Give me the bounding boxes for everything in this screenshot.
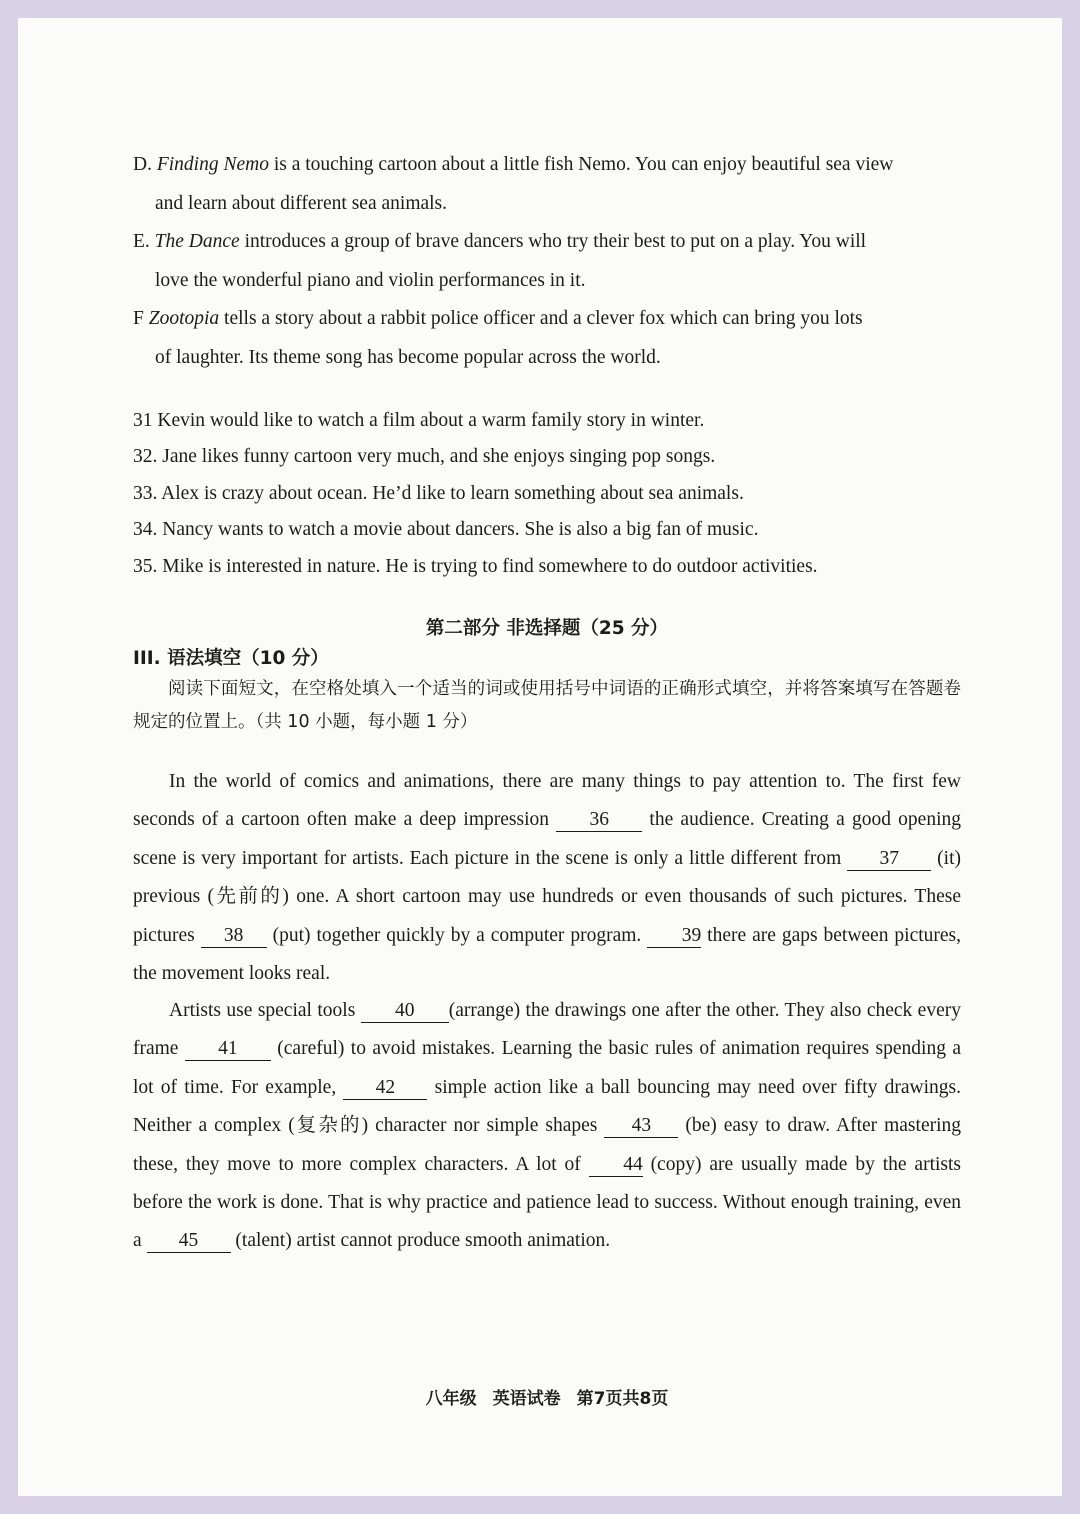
passage-paragraph-1: In the world of comics and animations, there are many things to pay attention to. The first few seconds of a cartoon often make a deep impression 36 the audience. Creating a good opening scene is very important for artists. Each picture in the scene is only a little different from 37 (it) previous (先前的) one. A short cartoon may use hundreds or even thousands of such pictures. These pictures 38 (put) together quickly by a computer program. 39 there are gaps between pictures, the movement looks real. [133, 771, 962, 985]
footer-page-number: 第7页共8页 [576, 1389, 669, 1409]
option-e: E. The Dance introduces a group of brave dancers who try their best to put on a play. You will love the wonderful piano and violin performances in it. [133, 231, 867, 291]
option-title: Zootopia [148, 308, 220, 329]
blank-39[interactable]: 39 [647, 925, 701, 948]
blank-43[interactable]: 43 [604, 1115, 678, 1138]
option-f: F Zootopia tells a story about a rabbit police officer and a clever fox which can bring you lots of laughter. Its theme song has become popular across the world. [133, 308, 863, 368]
question-35: 35. Mike is interested in nature. He is trying to find somewhere to do outdoor activities. [133, 556, 818, 577]
blank-41[interactable]: 41 [185, 1038, 271, 1061]
blank-45[interactable]: 45 [147, 1230, 231, 1253]
blank-38[interactable]: 38 [201, 925, 267, 948]
footer-grade: 八年级 [425, 1389, 477, 1409]
question-32: 32. Jane likes funny cartoon very much, and she enjoys singing pop songs. [133, 446, 716, 467]
exam-page [18, 18, 1062, 1496]
page-footer [133, 1384, 961, 1409]
option-title: Finding Nemo [156, 154, 269, 175]
question-33: 33. Alex is crazy about ocean. He’d like to learn something about sea animals. [133, 483, 744, 504]
blank-42[interactable]: 42 [343, 1077, 427, 1100]
option-title: The Dance [154, 231, 240, 252]
question-34: 34. Nancy wants to watch a movie about dancers. She is also a big fan of music. [133, 519, 759, 540]
blank-37[interactable]: 37 [847, 848, 931, 871]
option-d: D. Finding Nemo is a touching cartoon about a little fish Nemo. You can enjoy beautiful sea view and learn about different sea animals. [133, 154, 894, 214]
blank-40[interactable]: 40 [361, 1000, 449, 1023]
passage-paragraph-2: Artists use special tools 40 (arrange) the drawings one after the other. They also check every frame 41 (careful) to avoid mistakes. Learning the basic rules of animation requires spending a lot of time. For example, 42 simple action like a ball bouncing may need over fifty drawings. Neither a complex (复杂的) character nor simple shapes 43 (be) easy to draw. After mastering these, they move to more complex characters. A lot of 44 (copy) are usually made by the artists before the work is done. That is why practice and patience lead to success. Without enough training, even a 45 (talent) artist cannot produce smooth animation. [133, 1000, 962, 1252]
section-title: III. 语法填空（10 分） [133, 648, 329, 669]
blank-36[interactable]: 36 [556, 809, 642, 832]
part-title: 第二部分 非选择题（25 分） [425, 618, 669, 639]
footer-subject: 英语试卷 [492, 1389, 561, 1409]
question-31: 31 Kevin would like to watch a film about a warm family story in winter. [133, 410, 705, 431]
instructions: 阅读下面短文，在空格处填入一个适当的词或使用括号中词语的正确形式填空，并将答案填写在答题卷规定的位置上。（共 10 小题，每小题 1 分） [133, 679, 961, 732]
blank-44[interactable]: 44 [589, 1154, 643, 1177]
